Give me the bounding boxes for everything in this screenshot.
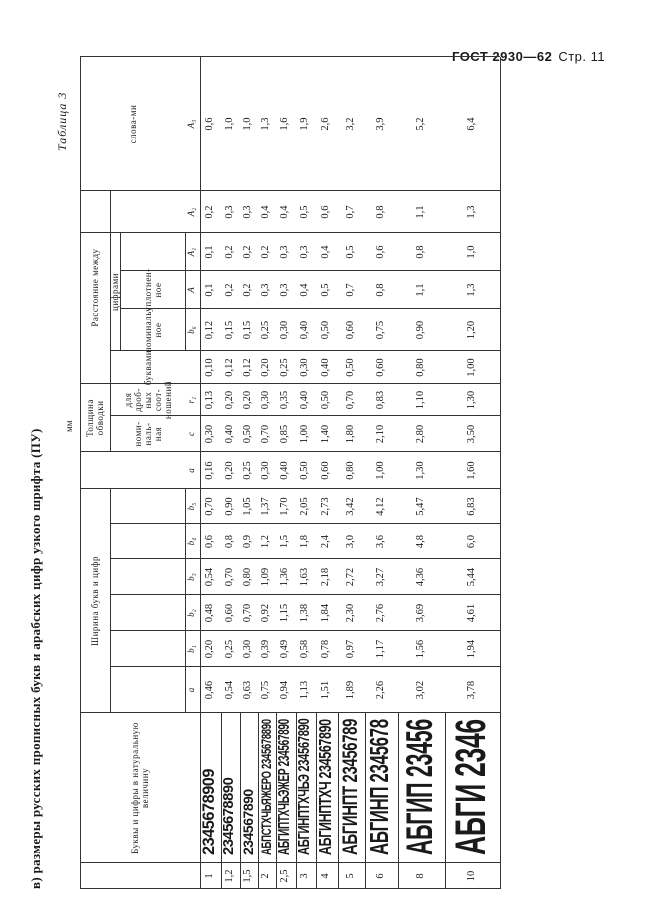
table-cell: 0,3 — [299, 245, 310, 259]
table-cell: 0,3 — [260, 283, 271, 297]
table-cell: 1,30 — [414, 461, 426, 480]
table-cell: 0,30 — [260, 461, 271, 480]
table-cell: 0,1 — [203, 283, 215, 297]
group-underline — [110, 489, 111, 713]
table-cell: 1,0 — [465, 245, 477, 259]
table-cell: 1,63 — [299, 567, 310, 587]
table-cell: 0,40 — [223, 424, 235, 444]
specimen-text: АБПСТХЧЬЯЖЕРО 2345678890 — [257, 719, 274, 855]
table-cell: 1,60 — [465, 461, 477, 480]
table-cell: 1,6 — [279, 117, 290, 131]
table-cell: 1,51 — [320, 680, 331, 700]
table-cell: 0,30 — [260, 390, 271, 410]
letters-column-header: Буквы и цифры в натуральную величину — [130, 722, 150, 854]
table-cell: 1,9 — [299, 117, 310, 131]
table-cell: 0,50 — [242, 424, 253, 444]
row-size: 6 — [374, 873, 386, 879]
table-cell: 0,54 — [203, 567, 215, 587]
table-cell: 0,2 — [242, 245, 253, 259]
table-cell: 0,3 — [242, 205, 253, 219]
table-cell: 1,15 — [279, 603, 290, 623]
table-cell: 0,5 — [299, 205, 310, 219]
table-cell: 0,75 — [374, 320, 386, 340]
table-cell: 0,4 — [279, 205, 290, 219]
table-cell: 0,8 — [374, 283, 386, 297]
sublabel: b₆ — [186, 326, 196, 334]
table-cell: 0,20 — [260, 358, 271, 377]
table-cell: 2,80 — [414, 424, 426, 444]
table-cell: 1,84 — [320, 603, 331, 623]
table-cell: 0,30 — [279, 320, 290, 340]
table-cell: 0,3 — [279, 245, 290, 259]
spacing-group-header: Расстояние между — [90, 248, 100, 327]
table-cell: 1,5 — [279, 534, 290, 549]
sublabel: r₁ — [186, 396, 196, 404]
row-size: 2,5 — [279, 869, 290, 883]
sublabel: A₃ — [186, 119, 196, 129]
table-cell: 3,0 — [344, 534, 356, 549]
sublabel: A₁ — [186, 247, 196, 257]
table-cell: 0,6 — [374, 245, 386, 259]
table-cell: 0,60 — [223, 603, 235, 623]
table-cell: 0,50 — [344, 358, 356, 377]
table-cell: 1,30 — [465, 390, 477, 410]
table-cell: 1,94 — [465, 639, 477, 659]
table-cell: 6,4 — [465, 117, 477, 131]
table-cell: 0,13 — [203, 390, 215, 410]
thickness-group-header: Толщина обводки — [85, 399, 105, 437]
table-cell: 0,90 — [223, 497, 235, 516]
table-cell: 0,70 — [344, 390, 356, 410]
table-cell: 0,60 — [320, 461, 331, 480]
table-cell: 1,3 — [465, 283, 477, 297]
table-cell: 0,15 — [223, 320, 235, 340]
table-cell: 0,2 — [223, 283, 235, 297]
table-cell: 1,3 — [465, 205, 477, 219]
table-cell: 0,3 — [223, 205, 235, 219]
sublabel: b₁ — [186, 645, 196, 653]
table-cell: 0,30 — [299, 358, 310, 377]
table-cell: 0,30 — [203, 424, 215, 444]
table-cell: 1,70 — [279, 497, 290, 516]
specimen-text: АБГИП 23456 — [399, 719, 441, 855]
table-cell: 0,48 — [203, 603, 215, 623]
table-cell: 6,83 — [465, 497, 477, 516]
table-cell: 0,1 — [203, 245, 215, 259]
table-title: в) размеры русских прописных букв и арабских цифр узкого шрифта (ПУ) — [28, 428, 43, 889]
table-label: Таблица 3 — [55, 91, 69, 151]
table-cell: 0,20 — [242, 390, 253, 410]
table-cell: 0,80 — [414, 358, 426, 377]
thickness-fraction-header: для дроб-ных соот-ношений — [122, 380, 173, 420]
table-cell: 0,2 — [223, 245, 235, 259]
table-cell: 0,6 — [320, 205, 331, 219]
table-cell: 0,2 — [260, 245, 271, 259]
table-cell: 0,49 — [279, 639, 290, 659]
table-cell: 0,16 — [203, 461, 215, 480]
table-cell: 1,0 — [242, 117, 253, 131]
table-cell: 0,97 — [344, 639, 356, 659]
specimen-text: 2345678890 — [221, 777, 238, 855]
table-cell: 4,8 — [414, 534, 426, 549]
table-cell: 0,60 — [344, 320, 356, 340]
table-cell: 0,20 — [203, 639, 215, 659]
table-cell: 0,12 — [203, 320, 215, 340]
sublabel: A₂ — [186, 207, 196, 217]
row-size: 3 — [299, 873, 310, 879]
table-cell: 2,30 — [344, 603, 356, 623]
sublabel: a — [186, 468, 196, 473]
thickness-nominal-header: номи-наль-ная — [132, 421, 163, 447]
table-cell: 0,40 — [320, 358, 331, 377]
table-cell: 0,4 — [320, 245, 331, 259]
row-size: 1,2 — [223, 869, 235, 883]
table-cell: 0,12 — [242, 358, 253, 377]
table-left-border — [80, 888, 500, 889]
table-cell: 0,7 — [344, 283, 356, 297]
table-cell: 0,40 — [279, 461, 290, 480]
table-cell: 3,69 — [414, 603, 426, 623]
table-cell: 1,89 — [344, 680, 356, 700]
table-cell: 0,83 — [374, 390, 386, 410]
row-size: 10 — [465, 870, 477, 882]
table-cell: 2,05 — [299, 497, 310, 516]
column-separator — [80, 488, 500, 489]
table-cell: 1,10 — [414, 390, 426, 410]
table-cell: 0,60 — [374, 358, 386, 377]
table-cell: 2,72 — [344, 567, 356, 587]
table-cell: 0,4 — [299, 283, 310, 297]
table-cell: 1,00 — [299, 424, 310, 444]
table-cell: 0,50 — [320, 390, 331, 410]
table-cell: 2,6 — [320, 117, 331, 131]
table-cell: 5,2 — [414, 117, 426, 131]
row-size: 4 — [320, 873, 331, 879]
table-cell: 0,25 — [260, 320, 271, 340]
column-separator — [80, 232, 500, 233]
table-cell: 2,10 — [374, 424, 386, 444]
sublabel: b₃ — [186, 573, 196, 581]
table-cell: 1,1 — [414, 205, 426, 219]
table-cell: 0,92 — [260, 603, 271, 623]
table-cell: 0,40 — [299, 390, 310, 410]
table-cell: 0,9 — [242, 534, 253, 549]
table-cell: 0,12 — [223, 358, 235, 377]
table-cell: 0,46 — [203, 680, 215, 700]
specimen-text: АБГИНП 2345678 — [365, 719, 394, 855]
unit-label: мм — [64, 420, 74, 432]
sublabel: b₄ — [186, 537, 196, 546]
table-cell: 0,4 — [260, 205, 271, 219]
table-cell: 0,35 — [279, 390, 290, 410]
table-cell: 0,94 — [279, 680, 290, 700]
page-number: Стр. 11 — [558, 49, 606, 64]
table-cell: 1,36 — [279, 567, 290, 587]
table-cell: 0,25 — [242, 461, 253, 480]
table-cell: 0,8 — [374, 205, 386, 219]
widths-group-header: Ширина букв и цифр — [90, 556, 100, 646]
specimen-text: 234567890 — [239, 789, 256, 855]
row-size: 8 — [414, 873, 426, 879]
digits-nominal-header: номиналь-ное — [142, 307, 163, 353]
table-cell: 1,3 — [260, 117, 271, 131]
table-cell: 0,15 — [242, 320, 253, 340]
table-cell: 3,27 — [374, 567, 386, 587]
table-cell: 4,36 — [414, 567, 426, 587]
table-bottom-border — [500, 57, 501, 889]
table-cell: 2,26 — [374, 680, 386, 700]
sublabel: b₂ — [186, 609, 196, 617]
spacing-digits-header: цифрами — [110, 273, 120, 311]
sublabel: c — [186, 432, 196, 436]
table-cell: 0,5 — [320, 283, 331, 297]
table-cell: 1,00 — [465, 358, 477, 377]
table-cell: 0,40 — [299, 320, 310, 340]
table-cell: 0,39 — [260, 639, 271, 659]
table-cell: 3,2 — [344, 117, 356, 131]
sublabel: b₅ — [186, 502, 196, 511]
table-cell: 0,70 — [203, 497, 215, 516]
table-cell: 1,09 — [260, 567, 271, 587]
header-bottom-border — [200, 57, 201, 889]
row-separator — [445, 713, 446, 889]
table-cell: 1,80 — [344, 424, 356, 444]
table-cell: 0,54 — [223, 680, 235, 700]
table-cell: 0,2 — [203, 205, 215, 219]
row-size: 1 — [203, 873, 215, 879]
table-cell: 1,8 — [299, 534, 310, 549]
table-cell: 0,20 — [223, 461, 235, 480]
table-cell: 0,2 — [242, 283, 253, 297]
table-cell: 3,6 — [374, 534, 386, 549]
table-cell: 0,80 — [344, 461, 356, 480]
specimen-text: АБГИНПТХЧЬЭ 234567890 — [296, 718, 314, 855]
row-size: 5 — [344, 873, 356, 879]
table-cell: 3,50 — [465, 424, 477, 444]
table-cell: 0,50 — [320, 320, 331, 340]
table-cell: 1,40 — [320, 424, 331, 444]
table-cell: 0,7 — [344, 205, 356, 219]
table-cell: 0,5 — [344, 245, 356, 259]
table-cell: 0,30 — [242, 639, 253, 659]
table-cell: 1,0 — [223, 117, 235, 131]
table-cell: 1,17 — [374, 639, 386, 659]
table-cell: 1,56 — [414, 639, 426, 659]
sublabel: A — [186, 287, 196, 293]
row-size: 2 — [260, 873, 271, 879]
table-cell: 1,20 — [465, 320, 477, 340]
specimen-text: АБГИПТХЧЬЭЖЕР 234567890 — [276, 719, 294, 855]
table-cell: 1,13 — [299, 680, 310, 700]
sublabel: a — [186, 687, 196, 693]
table-cell: 1,2 — [260, 534, 271, 549]
spacing-letters-header: буквами — [142, 349, 153, 386]
table-cell: 3,42 — [344, 497, 356, 516]
table-cell: 1,1 — [414, 283, 426, 297]
table-cell: 3,02 — [414, 680, 426, 700]
table-cell: 0,8 — [223, 534, 235, 549]
table-cell: 0,75 — [260, 680, 271, 700]
table-cell: 1,38 — [299, 603, 310, 623]
table-cell: 6,0 — [465, 534, 477, 549]
specimen-text: АБГИ 2346 — [447, 719, 496, 855]
specimen-text: АБГИНПТХЧ 234567890 — [315, 719, 336, 855]
row-size: 1,5 — [242, 869, 253, 883]
specimen-text: 2345678909 — [200, 769, 219, 855]
table-cell: 0,3 — [279, 283, 290, 297]
table-cell: 0,50 — [299, 461, 310, 480]
table-cell: 0,70 — [223, 567, 235, 587]
table-cell: 0,85 — [279, 424, 290, 444]
table-cell: 0,80 — [242, 567, 253, 587]
table-cell: 5,47 — [414, 497, 426, 516]
table-cell: 4,61 — [465, 603, 477, 623]
table-cell: 3,9 — [374, 117, 386, 131]
table-cell: 0,70 — [242, 603, 253, 623]
specimen-text: АБГИНПТ 23456789 — [338, 718, 362, 855]
gost-number: ГОСТ 2930—62 — [452, 49, 553, 64]
table-cell: 2,76 — [374, 603, 386, 623]
table-cell: 2,73 — [320, 497, 331, 516]
table-cell: 4,12 — [374, 497, 386, 516]
table-cell: 3,78 — [465, 680, 477, 700]
table-cell: 0,63 — [242, 680, 253, 700]
table-cell: 0,6 — [203, 534, 215, 549]
table-cell: 0,25 — [223, 639, 235, 659]
table-cell: 0,90 — [414, 320, 426, 340]
table-cell: 2,18 — [320, 567, 331, 587]
table-cell: 0,20 — [223, 390, 235, 410]
table-cell: 0,8 — [414, 245, 426, 259]
table-cell: 0,70 — [260, 424, 271, 444]
table-cell: 0,25 — [279, 358, 290, 377]
table-cell: 1,05 — [242, 497, 253, 516]
digits-condensed-header: уплотнен-ное — [142, 268, 163, 312]
table-cell: 0,58 — [299, 639, 310, 659]
spacing-words-header: слова-ми — [127, 104, 138, 144]
table-cell: 5,44 — [465, 567, 477, 587]
table-cell: 0,10 — [203, 358, 215, 377]
table-cell: 1,00 — [374, 461, 386, 480]
table-cell: 2,4 — [320, 534, 331, 549]
table-cell: 1,37 — [260, 497, 271, 516]
table-cell: 0,78 — [320, 639, 331, 659]
table-cell: 0,6 — [203, 117, 215, 131]
